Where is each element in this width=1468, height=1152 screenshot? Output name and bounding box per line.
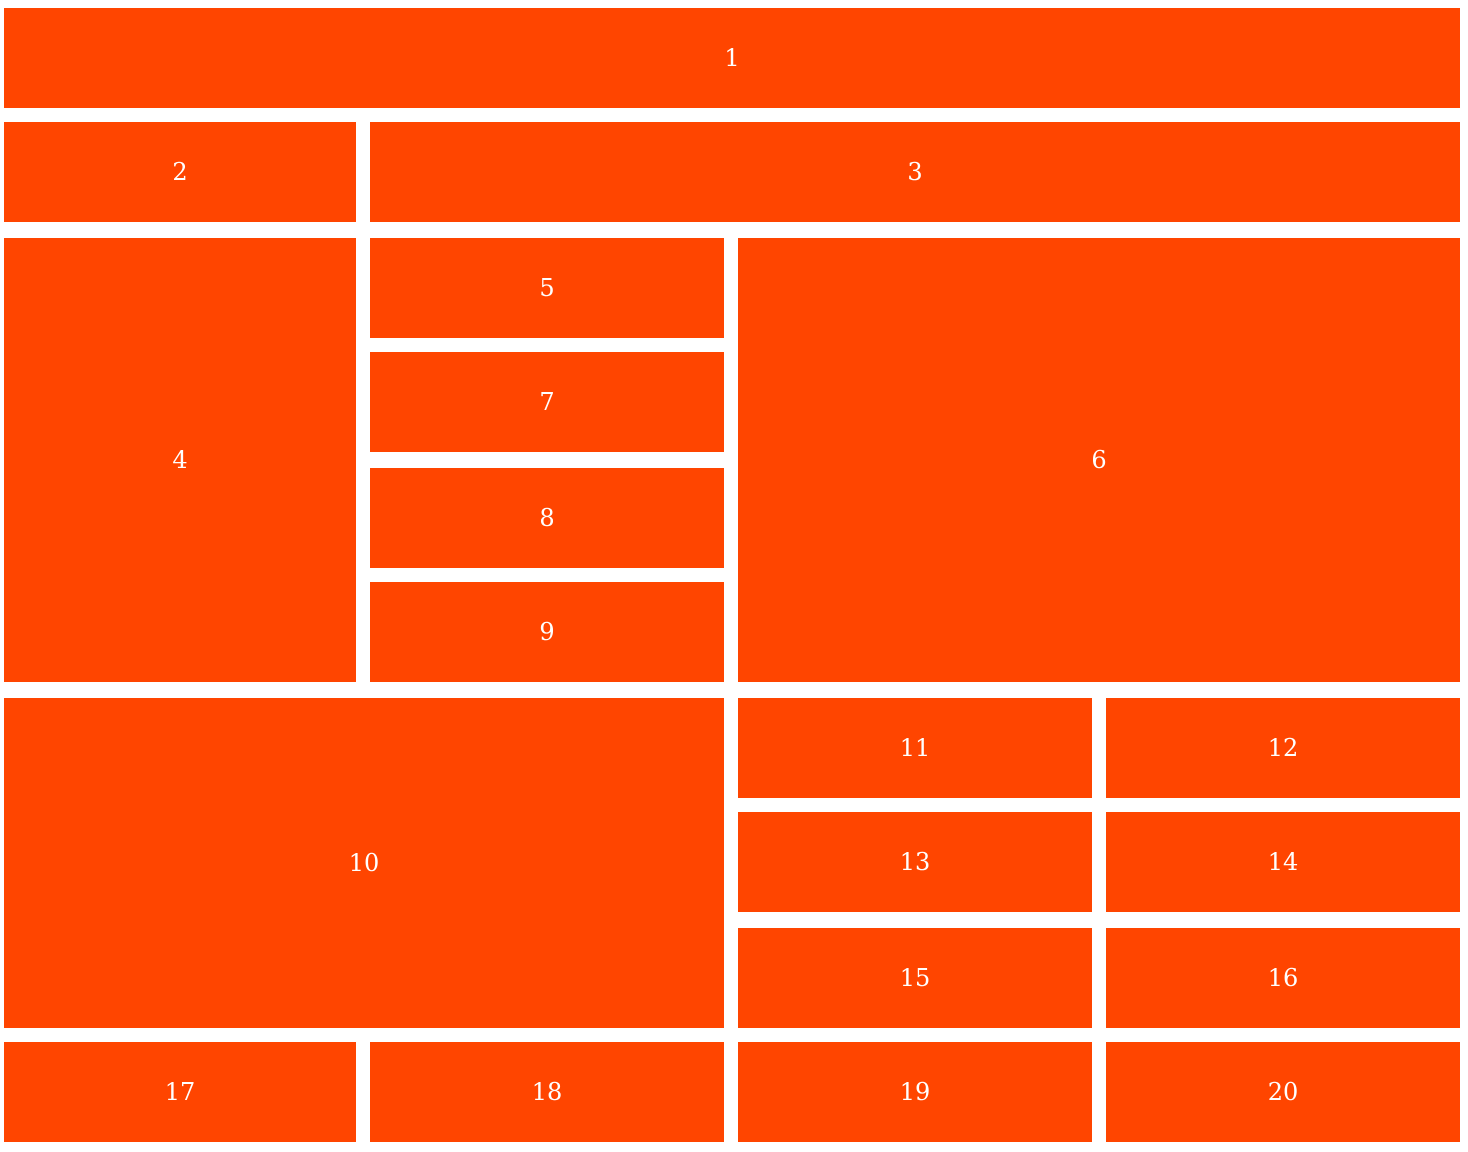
cell-label: 13: [899, 848, 931, 876]
cell-label: 8: [539, 504, 555, 532]
grid-cell-11: [738, 698, 1092, 798]
grid-cell-1: [4, 8, 1460, 108]
cell-label: 7: [539, 388, 555, 416]
grid-cell-16: [1106, 928, 1460, 1028]
grid-cell-2: [4, 122, 356, 222]
grid-cell-12: [1106, 698, 1460, 798]
cell-label: 11: [899, 734, 931, 762]
cell-label: 18: [531, 1078, 563, 1106]
cell-label: 5: [539, 274, 555, 302]
cell-label: 9: [539, 618, 555, 646]
cell-label: 19: [899, 1078, 931, 1106]
grid-cell-10: [4, 698, 724, 1028]
cell-label: 20: [1267, 1078, 1299, 1106]
grid-cell-17: [4, 1042, 356, 1142]
grid-cell-9: [370, 582, 724, 682]
grid-cell-8: [370, 468, 724, 568]
cell-label: 14: [1267, 848, 1299, 876]
grid-cell-20: [1106, 1042, 1460, 1142]
cell-label: 17: [164, 1078, 196, 1106]
cell-label: 1: [724, 44, 740, 72]
cell-label: 3: [907, 158, 923, 186]
cell-label: 6: [1091, 446, 1107, 474]
grid-cell-7: [370, 352, 724, 452]
grid-cell-13: [738, 812, 1092, 912]
grid-cell-19: [738, 1042, 1092, 1142]
grid-cell-5: [370, 238, 724, 338]
grid-cell-14: [1106, 812, 1460, 912]
cell-label: 4: [172, 446, 188, 474]
grid-cell-6: [738, 238, 1460, 682]
cell-label: 16: [1267, 964, 1299, 992]
cell-label: 12: [1267, 734, 1299, 762]
cell-label: 10: [348, 849, 380, 877]
cell-label: 2: [172, 158, 188, 186]
grid-cell-15: [738, 928, 1092, 1028]
grid-cell-3: [370, 122, 1460, 222]
grid-cell-4: [4, 238, 356, 682]
cell-label: 15: [899, 964, 931, 992]
grid-cell-18: [370, 1042, 724, 1142]
